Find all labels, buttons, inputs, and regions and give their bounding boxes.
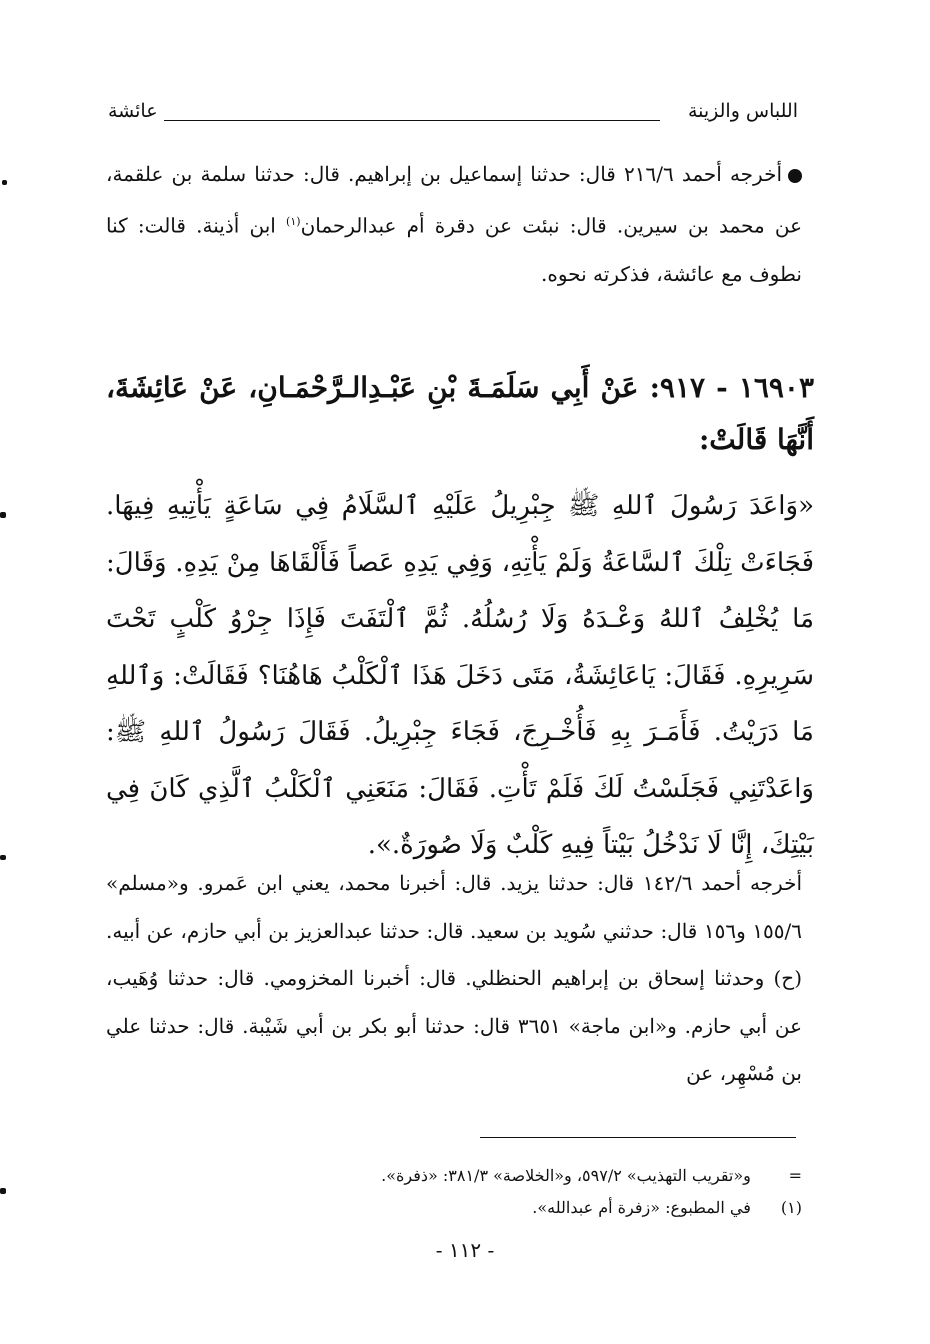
hadith-body (106, 478, 814, 874)
footnote-text: و«تقريب التهذيب» ٥٩٧/٢، و«الخلاصة» ٣٨١/٣: «ذفرة». (381, 1166, 751, 1185)
intro-paragraph (106, 150, 802, 298)
intro-line-2: سلمة بن علقمة، عن محمد بن سيرين. قال: نبئت عن دقرة أم عبدالرحمان (106, 162, 803, 238)
footnote-text: في المطبوع: «زفرة أم عبدالله». (532, 1198, 751, 1217)
hadith-line: مَا دَرَيْتُ. فَأَمَـرَ بِهِ فَأُخْـرِجَ، فَجَاءَ جِبْرِيلُ. فَقَالَ رَسُولُ ٱللهِ ﷺ: (106, 717, 814, 747)
takhrij-line: أخرجه أحمد ١٤٢/٦ قال: حدثنا يزيد. قال: أخبرنا محمد، يعني ابن (256, 871, 802, 895)
scan-speck (0, 1188, 6, 1194)
bullet-icon (788, 169, 802, 183)
hadith-heading-line-2: عَائِشَةَ، أَنَّهَا قَالَتْ: (106, 371, 814, 456)
intro-line-3: ابن أذينة. قالت: كنا نطوف مع عائشة، فذكرته نحوه. (106, 213, 802, 286)
hadith-line: وَاعَدْتَنِي فَجَلَسْتُ لَكَ فَلَمْ تَأْتِ. فَقَالَ: مَنَعَنِي ٱلْكَلْبُ ٱلَّذِي كَانَ فِي (106, 773, 814, 804)
footnote-1 (106, 1198, 802, 1217)
footnote-continuation (106, 1166, 802, 1185)
hadith-line: «وَاعَدَ رَسُولَ ٱللهِ ﷺ جِبْرِيلُ عَلَيْهِ ٱلسَّلَامُ فِي سَاعَةٍ يَأْتِيهِ فِيهَا. (106, 491, 814, 521)
footnote-mark: (١) (780, 1198, 802, 1217)
header-rule (164, 120, 660, 121)
book-title: اللباس والزينة (687, 100, 798, 122)
takhrij-paragraph (106, 860, 802, 1098)
hadith-line: سَرِيرِهِ. فَقَالَ: يَاعَائِشَةُ، مَتَى دَخَلَ هَذَا ٱلْكَلْبُ هَاهُنَا؟ فَقَالَتْ: وَٱللهِ (106, 660, 814, 691)
takhrij-line: ٣٦٥١ قال: حدثنا أبو بكر بن أبي شَيْبة. قال: حدثنا علي بن مُسْهِر، عن (106, 1013, 802, 1085)
section-title: عائشة (108, 100, 158, 122)
takhrij-line: عبدالعزيز بن أبي حازم، عن أبيه. (ح) وحدثنا إسحاق بن إبراهيم الحنظلي. (106, 918, 803, 990)
page-number: - ١١٢ - (435, 1238, 495, 1262)
scan-speck (2, 180, 7, 185)
hadith-line: بَيْتِكَ، إِنَّا لَا نَدْخُلُ بَيْتاً فِيهِ كَلْبٌ وَلَا صُورَةٌ.». (367, 830, 814, 860)
hadith-line: مَا يُخْلِفُ ٱللهُ وَعْـدَهُ وَلَا رُسُلُهُ. ثُمَّ ٱلْتَفَتَ فَإِذَا جِرْوُ كَلْبٍ تَحْتَ (106, 604, 814, 634)
takhrij-line: قال: أخبرنا المخزومي. قال: حدثنا وُهَيب، عن أبي حازم. و«ابن ماجة» (106, 966, 803, 1038)
takhrij-line: عَمرو. و«مسلم» ١٥٥/٦ و١٥٦ قال: حدثني سُويد بن سعيد. قال: حدثنا (106, 871, 803, 943)
intro-line-1: أخرجه أحمد ٢١٦/٦ قال: حدثنا إسماعيل بن إبراهيم. قال: حدثنا (254, 162, 782, 186)
hadith-line: فَجَاءَتْ تِلْكَ ٱلسَّاعَةُ وَلَمْ يَأْتِهِ، وَفِي يَدِهِ عَصاً فَأَلْقَاهَا مِنْ يَدِهِ. وَقَالَ: (106, 547, 814, 578)
scan-speck (0, 512, 6, 518)
footnote-rule (480, 1137, 796, 1138)
scan-speck (0, 855, 6, 860)
running-header (108, 100, 798, 132)
hadith-heading (106, 362, 814, 466)
hadith-heading-line-1: ١٦٩٠٣ - ٩١٧: عَنْ أَبِي سَلَمَـةَ بْنِ عَبْـدِالـرَّحْمَـانِ، عَنْ (199, 371, 815, 404)
footnote-mark: = (788, 1166, 802, 1185)
footnote-ref: (١) (286, 215, 301, 228)
